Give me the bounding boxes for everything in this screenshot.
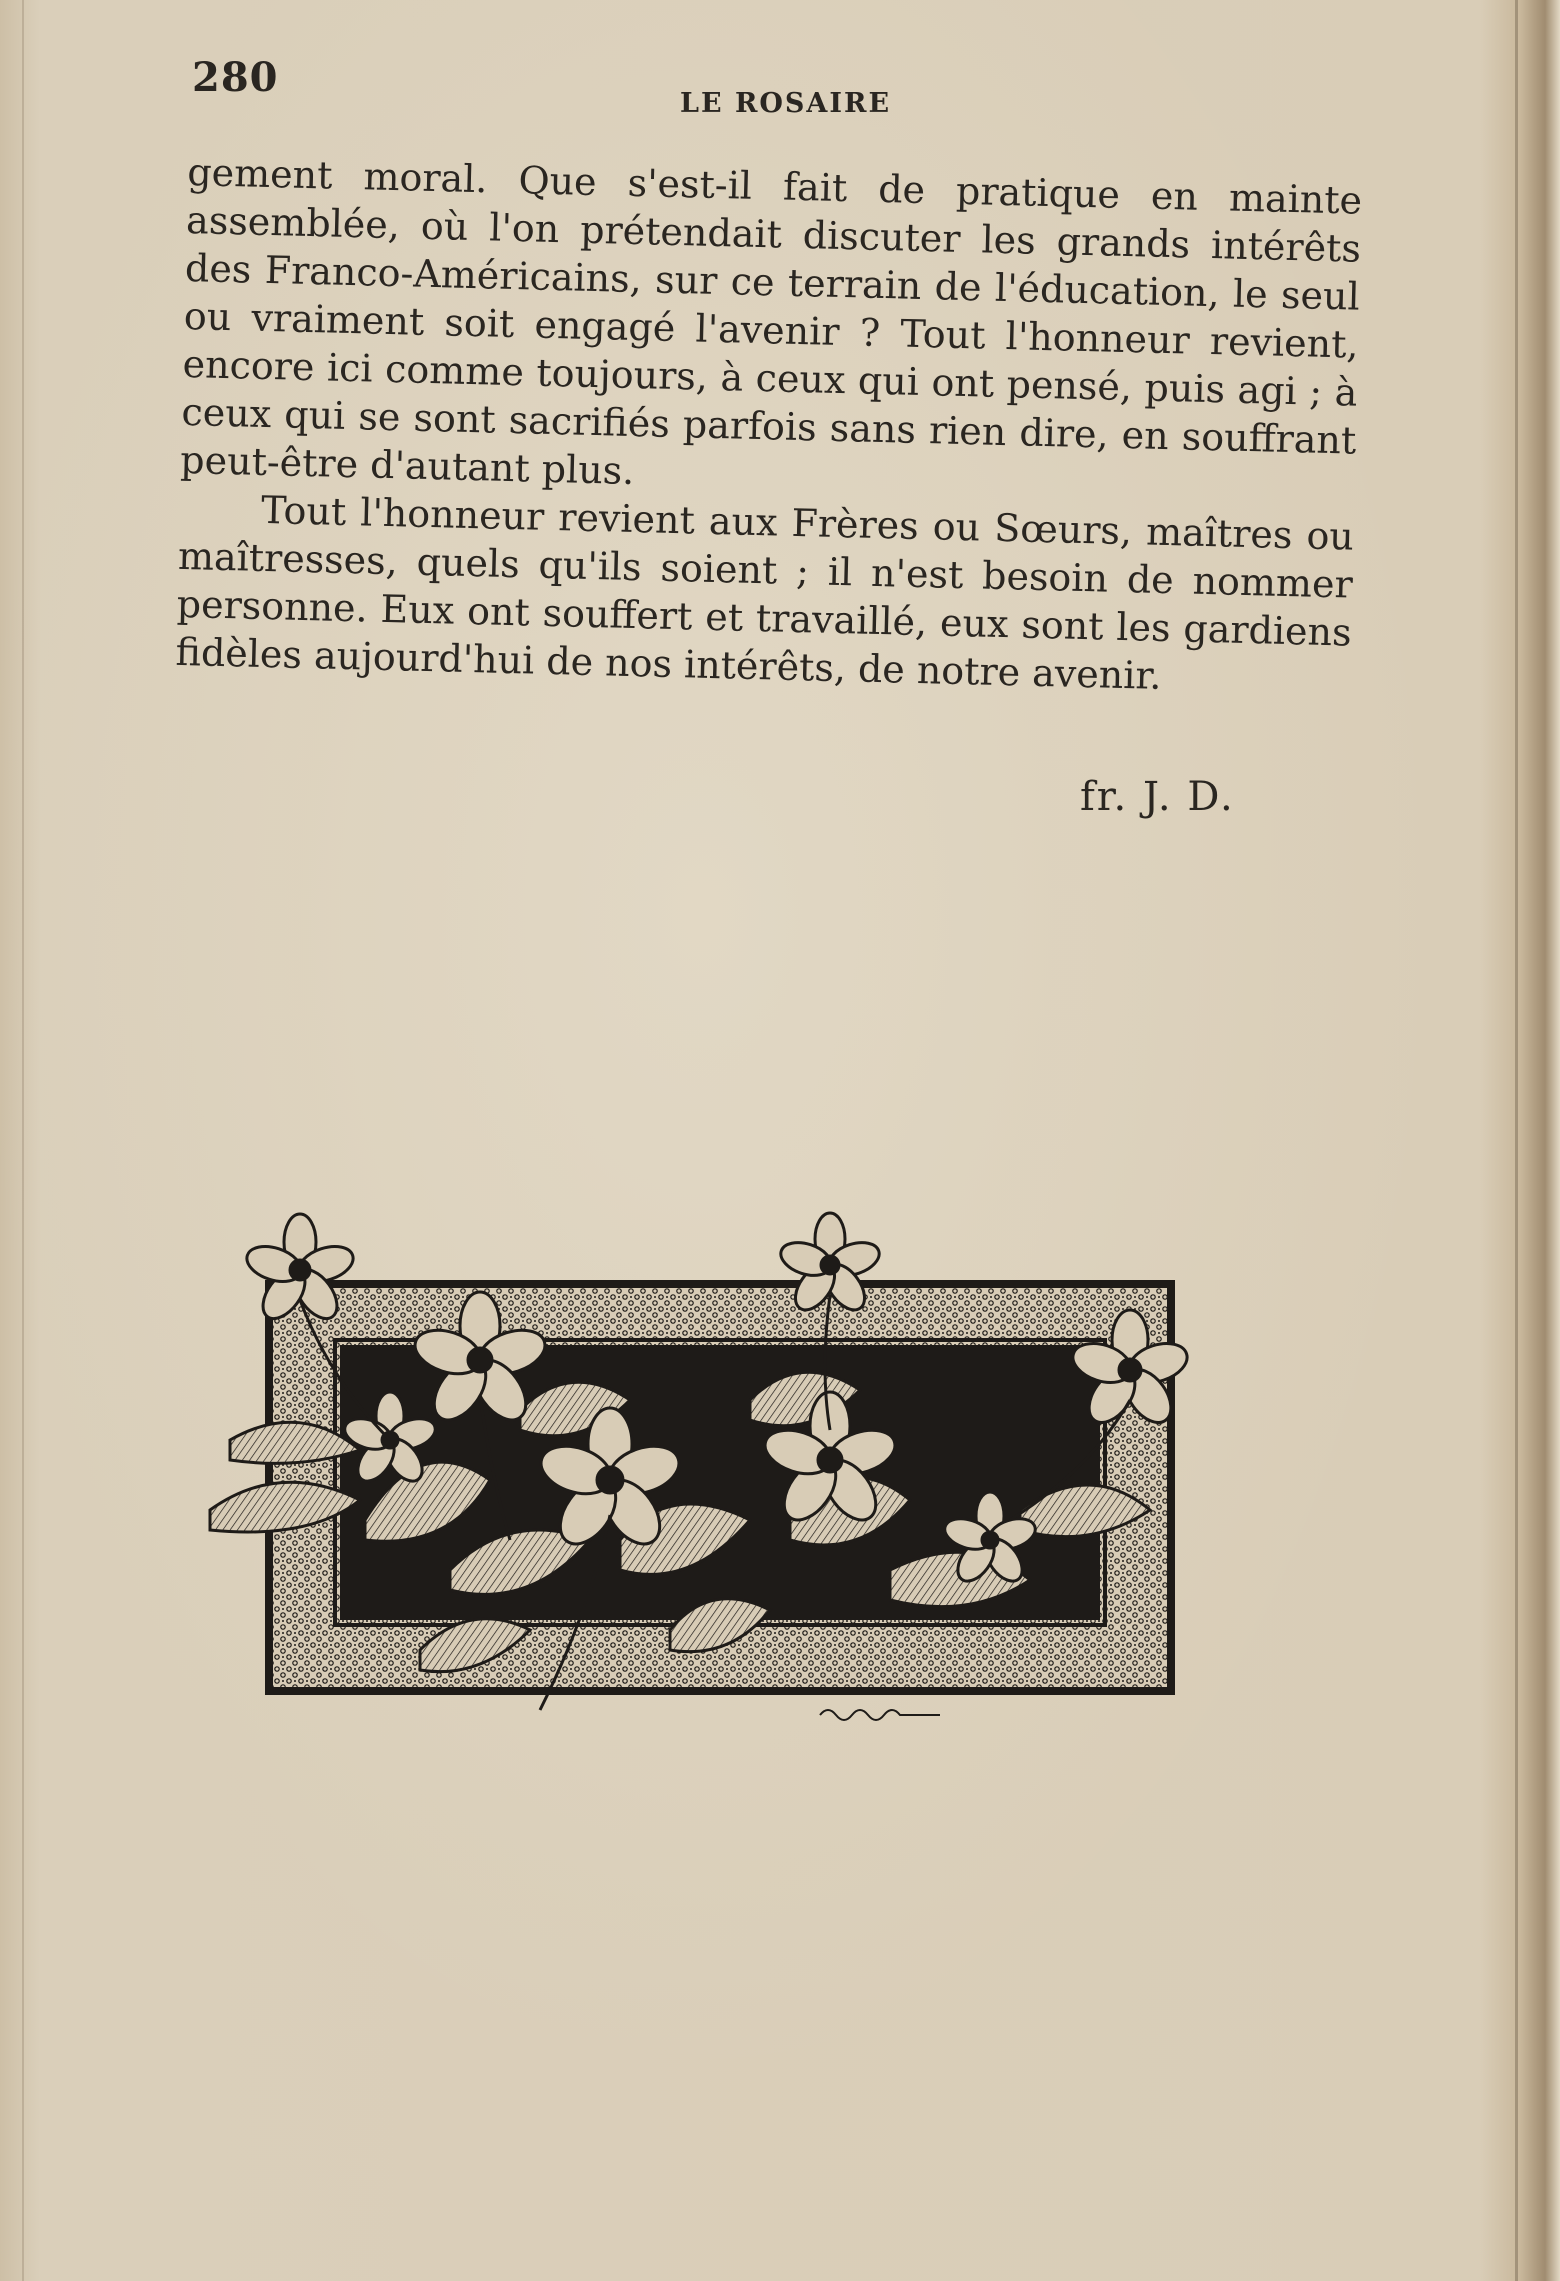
author-signature: fr. J. D. — [1080, 774, 1235, 820]
page-gutter — [1515, 0, 1518, 2281]
floral-vignette-icon — [190, 1210, 1250, 1740]
paragraph-1: gement moral. Que s'est-il fait de pratique en mainte assemblée, où l'on prétendait discuter les grands intérêts des Franco-Américains, sur ce terrain de l'éducation, le seul ou vraiment soit engagé l'avenir ? Tout l'honneur revient, encore ici comme toujours, à ceux qui ont pensé, puis agi ; à ceux qui se sont sacrifiés parfois sans rien dire, en souffrant peut-être d'autant plus. — [179, 149, 1363, 493]
page-left-edge — [22, 0, 24, 2281]
page-number: 280 — [192, 54, 279, 101]
running-title: LE ROSAIRE — [680, 88, 892, 119]
body-text — [175, 148, 1363, 705]
paragraph-2: Tout l'honneur revient aux Frères ou Sœurs, maîtres ou maîtresses, quels qu'ils soient ; il n'est besoin de nommer personne. Eux ont souffert et travaillé, eux sont les gardiens fidèles aujourd'hui de nos intérêts, de notre avenir. — [175, 487, 1355, 698]
floral-vignette — [190, 1210, 1250, 1740]
